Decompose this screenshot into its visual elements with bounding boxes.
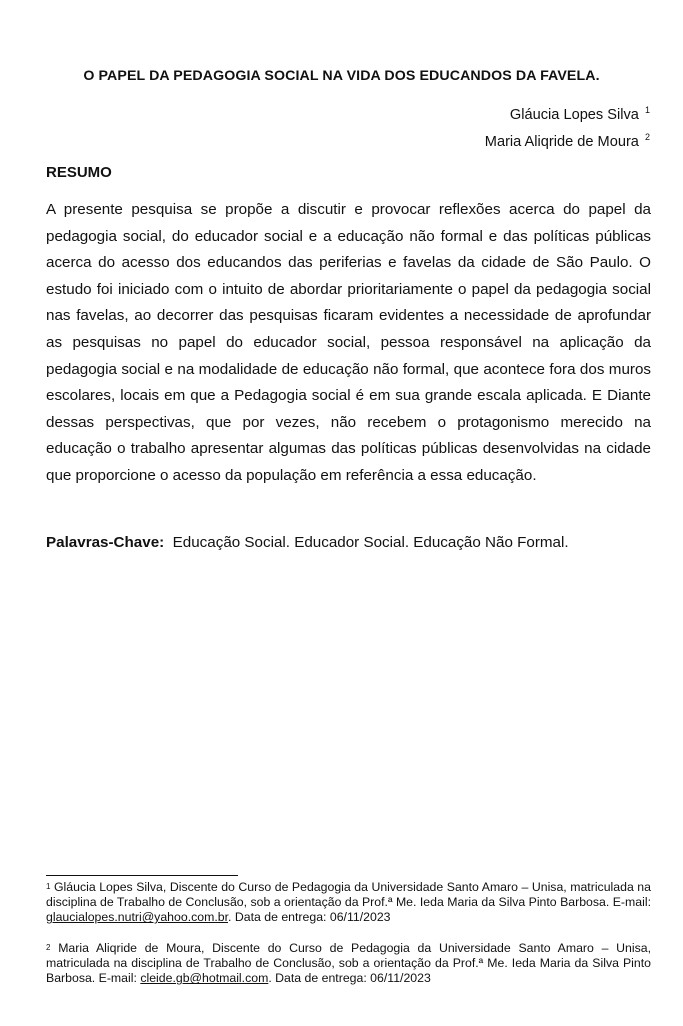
abstract-text: A presente pesquisa se propõe a discutir e provocar reflexões acerca do papel da pedagogia social, do educador social e a educação não formal e das políticas públicas acerca do acesso dos educandos das periferias e favelas da cidade de São Paulo. O estudo foi iniciado com o intuito de abordar prioritariamente o papel da pedagogia social nas favelas, ao decorrer das pesquisas ficaram evidentes a necessidade de aprofundar as pesquisas no papel do educador social, pessoa responsável na aplicação da pedagogia social e na modalidade de educação não formal, que acontece fora dos muros escolares, locais em que a Pedagogia social é em sua grande escala aplicada. E Diante dessas perspectivas, que por vezes, não recebem o protagonismo merecido na educação o trabalho apresentar algumas das políticas públicas desenvolvidas na cidade que proporcione o acesso da população em referência a essa educação. bbox=[46, 201, 651, 484]
footnote-2-mark: 2 bbox=[46, 943, 51, 952]
footnote-2-email-link[interactable]: cleide.gb@hotmail.com bbox=[140, 971, 269, 986]
author-1-footnote-mark[interactable]: 1 bbox=[644, 105, 650, 115]
footnote-1-email-link[interactable]: glaucialopes.nutri@yahoo.com.br bbox=[46, 910, 229, 925]
paper-title: O PAPEL DA PEDAGOGIA SOCIAL NA VIDA DOS EDUCANDOS DA FAVELA. bbox=[83, 68, 600, 84]
footnote-separator bbox=[46, 875, 238, 876]
author-1 bbox=[510, 107, 650, 123]
keywords bbox=[46, 534, 569, 551]
footnote-1 bbox=[46, 880, 651, 926]
footnote-2 bbox=[46, 941, 651, 987]
footnote-2-text: Maria Aliqride de Moura, Discente do Curso de Pedagogia da Universidade Santo Amaro – Unisa, matriculada na disciplina de Trabalho de Conclusão, sob a orientação da Prof.ª Me. Ieda Maria da Silva Pinto Barbosa. E-mail: bbox=[46, 941, 652, 986]
author-2-footnote-mark[interactable]: 2 bbox=[644, 132, 650, 142]
author-2 bbox=[485, 134, 650, 150]
footnote-1-date: . Data de entrega: 06/11/2023 bbox=[228, 910, 391, 925]
footnote-2-date: . Data de entrega: 06/11/2023 bbox=[268, 971, 431, 986]
author-2-name: Maria Aliqride de Moura bbox=[484, 134, 639, 150]
keywords-label: Palavras-Chave: bbox=[46, 534, 165, 551]
abstract-heading: RESUMO bbox=[46, 164, 112, 181]
author-1-name: Gláucia Lopes Silva bbox=[509, 107, 639, 123]
footnote-1-text: Gláucia Lopes Silva, Discente do Curso de Pedagogia da Universidade Santo Amaro – Unisa, matriculada na disciplina de Trabalho de Conclusão, sob a orientação da Prof.ª Me. Ieda Maria da Silva Pinto Barbosa. E-mail: bbox=[46, 880, 651, 910]
footnote-1-mark: 1 bbox=[46, 882, 51, 891]
keywords-text: Educação Social. Educador Social. Educação Não Formal. bbox=[172, 534, 569, 551]
